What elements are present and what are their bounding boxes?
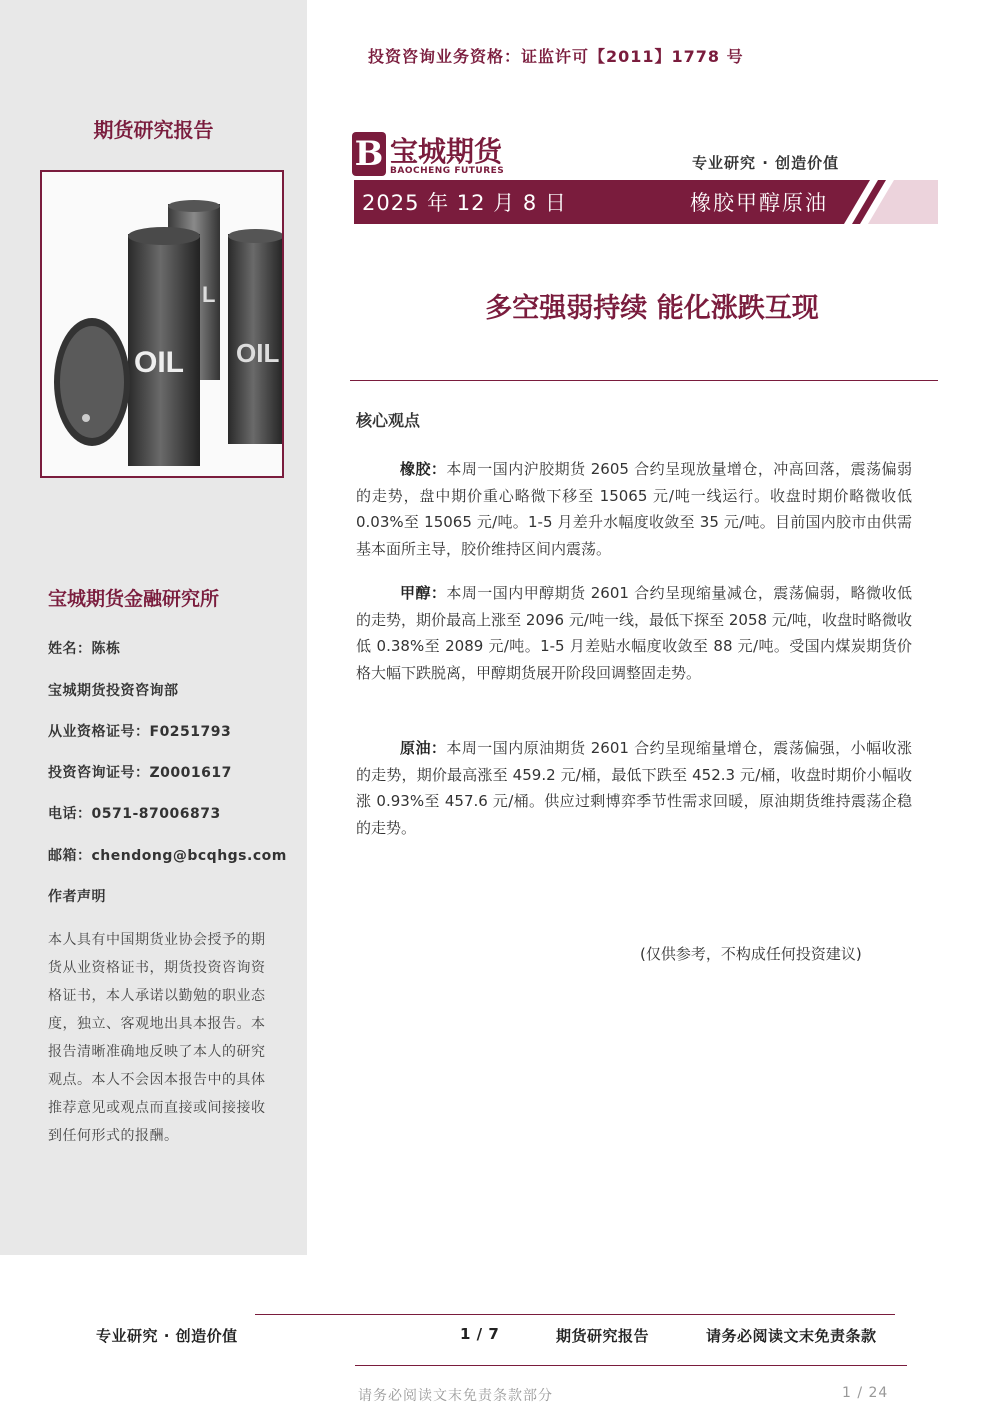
barrel-label-right: OIL	[236, 338, 280, 368]
report-subject: 橡胶甲醇原油	[690, 191, 828, 215]
footer-report-type: 期货研究报告	[556, 1327, 650, 1345]
footer-slogan: 专业研究 · 创造价值	[96, 1327, 238, 1345]
barrel-label-center: OIL	[134, 346, 184, 379]
rubber-text: 本周一国内沪胶期货 2605 合约呈现放量增仓，冲高回落，震荡偏弱的走势，盘中期价重心略微下移至 15065 元/吨一线运行。收盘时期价略微收低 0.03%至 15065 元/吨。1-5 月差升水幅度收敛至 35 元/吨。目前国内胶市由供需基本面所主导，胶价维持区间内震荡。	[356, 460, 912, 558]
declaration-title: 作者声明	[48, 889, 106, 905]
rubber-label: 橡胶：	[400, 460, 447, 478]
crude-text: 本周一国内原油期货 2601 合约呈现缩量增仓，震荡偏强，小幅收涨的走势，期价最高涨至 459.2 元/桶，最低下跌至 452.3 元/桶，收盘时期价小幅收涨 0.93%至 457.6 元/桶。供应过剩博弈季节性需求回暖，原油期货维持震荡企稳的走势。	[356, 739, 912, 837]
analyst-name: 姓名：陈栋	[48, 641, 121, 657]
crude-paragraph	[356, 735, 912, 841]
logo-mark-icon: B	[352, 132, 386, 176]
page-number: 1 / 7	[460, 1325, 500, 1343]
email[interactable]: 邮箱：chendong@bcqhgs.com	[48, 848, 287, 864]
core-heading: 核心观点	[356, 411, 421, 430]
barrel-label-short: L	[202, 282, 216, 307]
declaration-text: 本人具有中国期货业协会授予的期货从业资格证书，期货投资咨询资格证书，本人承诺以勤勉的职业态度，独立、客观地出具本报告。本报告清晰准确地反映了本人的研究观点。本人不会因本报告中的具体推荐意见或观点而直接或间接接收到任何形式的报酬。	[48, 932, 266, 1144]
footer-divider-2	[355, 1365, 907, 1366]
department: 宝城期货投资咨询部	[48, 683, 179, 699]
logo-cn: 宝城期货	[390, 135, 503, 168]
crude-label: 原油：	[400, 739, 447, 757]
consult-number: 投资咨询证号：Z0001617	[48, 765, 232, 781]
methanol-label: 甲醇：	[400, 584, 447, 602]
disclaimer: (仅供参考，不构成任何投资建议)	[640, 945, 862, 963]
methanol-text: 本周一国内甲醇期货 2601 合约呈现缩量减仓，震荡偏弱，略微收低的走势，期价最高上涨至 2096 元/吨一线，最低下探至 2058 元/吨，收盘时略微收低 0.38%至 2089 元/吨。1-5 月差贴水幅度收敛至 88 元/吨。受国内煤炭期货价格大幅下跌脱离，甲醇期货展开阶段回调整固走势。	[356, 584, 912, 682]
oil-barrels-image	[40, 170, 284, 478]
slogan: 专业研究 · 创造价值	[692, 154, 840, 172]
oil-barrels-icon	[42, 172, 282, 476]
footer-divider	[255, 1314, 895, 1315]
date-banner	[354, 180, 938, 224]
license-text: 投资咨询业务资格：证监许可【2011】1778 号	[368, 47, 744, 66]
institute-name: 宝城期货金融研究所	[48, 588, 220, 610]
sidebar-title: 期货研究报告	[93, 118, 214, 142]
methanol-paragraph	[356, 580, 912, 686]
qualification-number: 从业资格证号：F0251793	[48, 724, 232, 740]
page-number-2: 1 / 24	[842, 1385, 889, 1401]
footer-notice-2: 请务必阅读文末免责条款部分	[358, 1388, 553, 1404]
phone: 电话：0571-87006873	[48, 806, 221, 822]
footer-notice: 请务必阅读文末免责条款	[706, 1327, 877, 1345]
report-title: 多空强弱持续 能化涨跌互现	[485, 293, 819, 324]
title-divider	[350, 380, 938, 381]
company-logo	[352, 130, 522, 178]
logo-en: BAOCHENG FUTURES	[390, 166, 505, 176]
report-date: 2025 年 12 月 8 日	[362, 191, 567, 215]
rubber-paragraph	[356, 456, 912, 562]
